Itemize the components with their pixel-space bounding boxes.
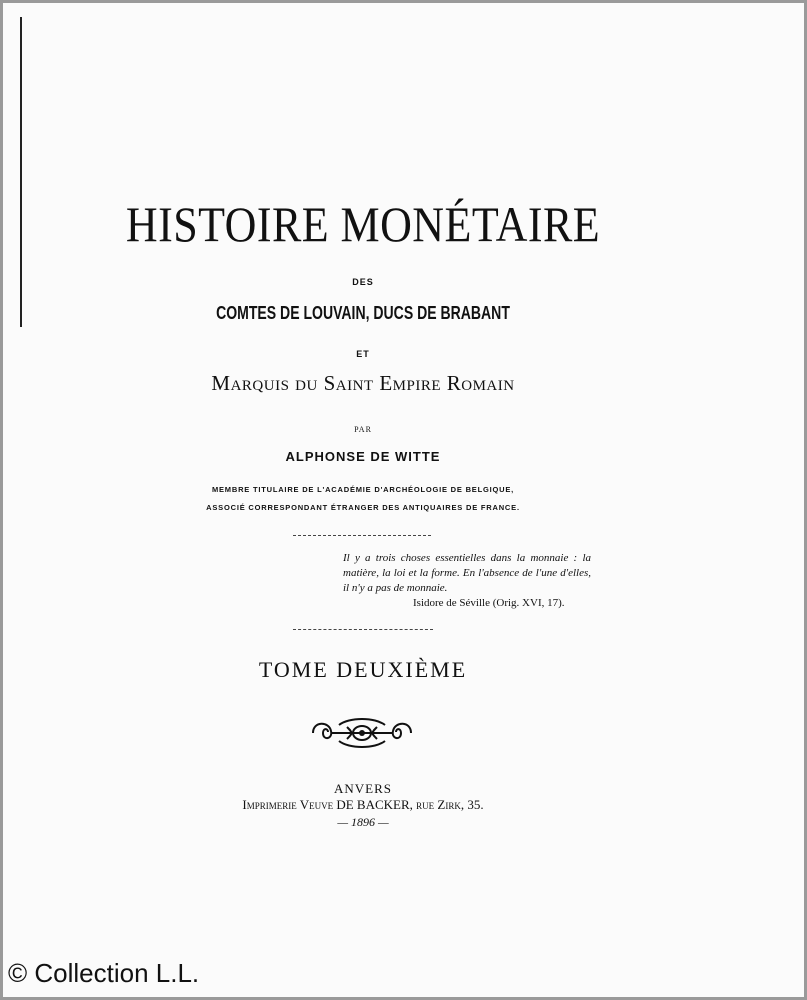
preposition-des: DES — [352, 277, 374, 287]
publication-city: ANVERS — [333, 781, 392, 796]
book-title: HISTOIRE MONÉTAIRE — [125, 196, 601, 252]
printer-imprint: Imprimerie Veuve DE BACKER, rue Zirk, 35. — [242, 797, 484, 812]
divider-rule — [293, 629, 433, 630]
collection-watermark: © Collection L.L. — [8, 958, 200, 988]
ornament-icon — [309, 713, 415, 753]
conjunction-et: ET — [356, 349, 370, 359]
author-credential: MEMBRE TITULAIRE DE L'ACADÉMIE D'ARCHÉOLOGIE DE BELGIQUE, — [211, 485, 515, 494]
author-credential: ASSOCIÉ CORRESPONDANT ÉTRANGER DES ANTIQUAIRES DE FRANCE. — [206, 503, 520, 512]
subtitle-marquis: Marquis du Saint Empire Romain — [211, 371, 515, 395]
preposition-par: par — [354, 423, 372, 435]
divider-rule — [293, 535, 431, 536]
author-name: ALPHONSE DE WITTE — [285, 449, 441, 464]
publication-year: — 1896 — — [337, 815, 389, 829]
epigraph-source: Isidore de Séville (Orig. XVI, 17). — [413, 597, 565, 609]
subtitle-comtes: COMTES DE LOUVAIN, DUCS DE BRABANT — [216, 303, 510, 323]
epigraph-text: Il y a trois choses essentielles dans la monnaie : la matière, la loi et la forme. En l'absence de l'une d'elles, il n'y a pas de monnaie. — [343, 552, 591, 594]
volume-label: TOME DEUXIÈME — [258, 657, 468, 682]
